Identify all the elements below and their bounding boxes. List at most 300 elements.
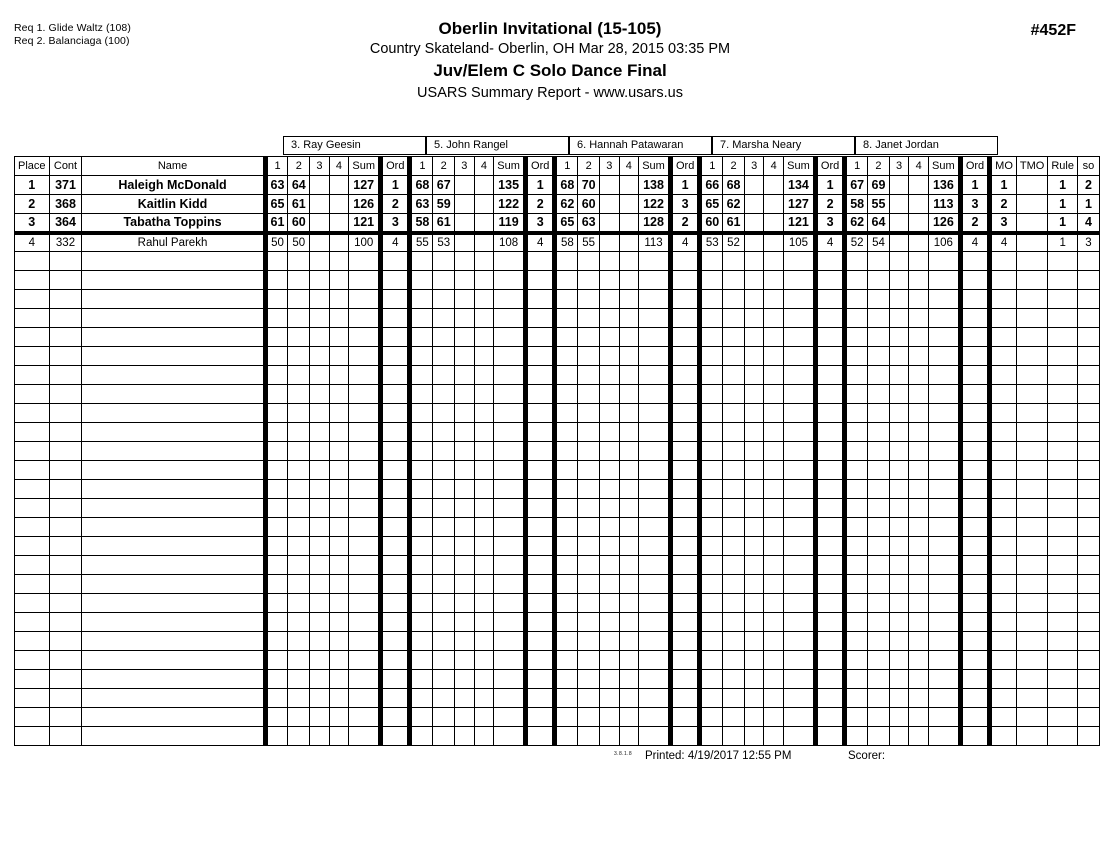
cell-judge-2-dance-2 xyxy=(433,670,455,689)
cell-judge-1-dance-1 xyxy=(265,442,288,461)
cell-judge-5-dance-3 xyxy=(889,290,909,309)
cell-judge-3-ord xyxy=(670,309,699,328)
cell-judge-3-dance-2 xyxy=(578,423,600,442)
cell-judge-3-sum xyxy=(639,385,671,404)
cell-judge-4-dance-4 xyxy=(764,537,784,556)
cell-judge-4-dance-2 xyxy=(723,271,745,290)
cell-tmo xyxy=(1016,442,1047,461)
cell-judge-5-sum xyxy=(928,480,960,499)
cell-judge-1-sum xyxy=(349,252,381,271)
cell-tmo xyxy=(1016,594,1047,613)
table-row-empty xyxy=(15,594,1100,613)
cell-judge-1-dance-1 xyxy=(265,499,288,518)
cell-judge-5-dance-1 xyxy=(845,518,868,537)
cell-judge-2-dance-1 xyxy=(410,575,433,594)
cell-judge-5-ord xyxy=(960,651,989,670)
cell-judge-5-sum xyxy=(928,556,960,575)
cell-judge-2-sum xyxy=(494,727,526,746)
cell-judge-4-sum xyxy=(784,556,816,575)
cell-rule xyxy=(1048,442,1078,461)
cell-judge-3-dance-4 xyxy=(619,214,639,233)
cell-judge-2-dance-4 xyxy=(474,480,494,499)
cell-judge-4-sum xyxy=(784,499,816,518)
cell-tmo xyxy=(1016,252,1047,271)
cell-judge-5-dance-3 xyxy=(889,613,909,632)
cell-mo xyxy=(990,290,1017,309)
cell-judge-1-dance-4 xyxy=(329,518,349,537)
cell-judge-2-dance-1 xyxy=(410,423,433,442)
cell-judge-2-sum xyxy=(494,271,526,290)
cell-judge-4-dance-3 xyxy=(744,271,764,290)
table-head xyxy=(15,157,1100,176)
table-row-empty xyxy=(15,480,1100,499)
cell-judge-4-sum: 134 xyxy=(784,176,816,195)
cell-cont xyxy=(49,309,82,328)
cell-judge-1-dance-2: 61 xyxy=(288,195,310,214)
cell-judge-5-dance-2: 54 xyxy=(868,233,890,252)
cell-judge-5-ord xyxy=(960,442,989,461)
cell-judge-2-sum xyxy=(494,423,526,442)
cell-mo xyxy=(990,651,1017,670)
cell-judge-2-dance-4 xyxy=(474,442,494,461)
cell-judge-4-dance-1 xyxy=(700,290,723,309)
cell-cont xyxy=(49,461,82,480)
cell-judge-2-dance-4 xyxy=(474,290,494,309)
cell-judge-3-sum: 128 xyxy=(639,214,671,233)
cell-judge-5-dance-4 xyxy=(909,233,929,252)
cell-judge-1-ord xyxy=(381,385,410,404)
cell-judge-1-dance-2 xyxy=(288,252,310,271)
cell-judge-3-ord xyxy=(670,727,699,746)
cell-judge-2-dance-3 xyxy=(455,404,475,423)
cell-judge-4-ord xyxy=(815,404,844,423)
cell-place: 2 xyxy=(15,195,50,214)
cell-judge-3-dance-2 xyxy=(578,461,600,480)
cell-judge-4-dance-1 xyxy=(700,385,723,404)
cell-judge-5-dance-4 xyxy=(909,290,929,309)
cell-judge-5-ord: 4 xyxy=(960,233,989,252)
cell-judge-2-dance-2 xyxy=(433,632,455,651)
cell-judge-2-ord xyxy=(526,575,555,594)
cell-judge-4-dance-4 xyxy=(764,594,784,613)
cell-judge-2-dance-4 xyxy=(474,594,494,613)
cell-so xyxy=(1077,670,1099,689)
venue-datetime-line: Country Skateland- Oberlin, OH Mar 28, 2015 03:35 PM xyxy=(369,41,731,57)
cell-judge-1-sum xyxy=(349,575,381,594)
cell-judge-5-dance-1 xyxy=(845,252,868,271)
cell-mo xyxy=(990,442,1017,461)
cell-judge-5-dance-2 xyxy=(868,461,890,480)
cell-judge-5-dance-1 xyxy=(845,442,868,461)
cell-judge-2-dance-2 xyxy=(433,309,455,328)
cell-judge-2-dance-1 xyxy=(410,366,433,385)
cell-mo: 4 xyxy=(990,233,1017,252)
cell-judge-4-dance-4 xyxy=(764,499,784,518)
cell-cont xyxy=(49,575,82,594)
cell-judge-2-dance-2: 67 xyxy=(433,176,455,195)
scorer-label: Scorer: xyxy=(848,750,886,762)
cell-judge-2-dance-1 xyxy=(410,461,433,480)
cell-place xyxy=(15,651,50,670)
cell-judge-1-sum xyxy=(349,404,381,423)
cell-judge-1-ord xyxy=(381,271,410,290)
cell-cont xyxy=(49,651,82,670)
cell-name xyxy=(82,651,265,670)
cell-judge-3-dance-1 xyxy=(555,727,578,746)
cell-so xyxy=(1077,290,1099,309)
cell-tmo xyxy=(1016,499,1047,518)
cell-judge-1-dance-4 xyxy=(329,404,349,423)
cell-judge-5-dance-3 xyxy=(889,214,909,233)
cell-judge-1-dance-4 xyxy=(329,594,349,613)
cell-judge-1-sum xyxy=(349,480,381,499)
cell-cont xyxy=(49,347,82,366)
cell-judge-3-sum xyxy=(639,404,671,423)
cell-judge-2-sum: 108 xyxy=(494,233,526,252)
cell-name xyxy=(82,689,265,708)
cell-so xyxy=(1077,556,1099,575)
cell-judge-3-sum xyxy=(639,689,671,708)
cell-judge-4-sum xyxy=(784,613,816,632)
cell-judge-5-dance-4 xyxy=(909,575,929,594)
cell-judge-4-dance-3 xyxy=(744,613,764,632)
cell-judge-3-dance-3 xyxy=(599,518,619,537)
cell-judge-3-dance-3 xyxy=(599,195,619,214)
cell-judge-4-dance-3 xyxy=(744,309,764,328)
cell-judge-4-dance-4 xyxy=(764,252,784,271)
cell-judge-3-dance-1 xyxy=(555,252,578,271)
cell-judge-4-dance-2 xyxy=(723,442,745,461)
cell-so xyxy=(1077,461,1099,480)
cell-judge-3-dance-2 xyxy=(578,613,600,632)
cell-judge-4-ord xyxy=(815,328,844,347)
table-row-empty xyxy=(15,613,1100,632)
cell-so xyxy=(1077,689,1099,708)
cell-judge-2-ord xyxy=(526,708,555,727)
cell-judge-2-dance-2 xyxy=(433,651,455,670)
cell-mo xyxy=(990,518,1017,537)
cell-judge-3-sum xyxy=(639,708,671,727)
cell-judge-3-dance-2 xyxy=(578,290,600,309)
cell-tmo xyxy=(1016,176,1047,195)
cell-judge-5-dance-1 xyxy=(845,708,868,727)
cell-judge-3-dance-1 xyxy=(555,366,578,385)
cell-judge-1-dance-4 xyxy=(329,328,349,347)
cell-so xyxy=(1077,271,1099,290)
cell-judge-4-dance-1 xyxy=(700,518,723,537)
cell-judge-2-dance-3 xyxy=(455,309,475,328)
cell-judge-1-sum xyxy=(349,670,381,689)
cell-judge-5-dance-3 xyxy=(889,480,909,499)
cell-judge-5-dance-1 xyxy=(845,689,868,708)
table-row-empty xyxy=(15,689,1100,708)
cell-judge-3-dance-3 xyxy=(599,632,619,651)
cell-judge-2-dance-1: 68 xyxy=(410,176,433,195)
cell-so xyxy=(1077,518,1099,537)
cell-mo xyxy=(990,537,1017,556)
cell-judge-1-dance-4 xyxy=(329,290,349,309)
cell-judge-4-dance-1 xyxy=(700,727,723,746)
cell-judge-5-dance-1: 52 xyxy=(845,233,868,252)
cell-judge-1-dance-4 xyxy=(329,499,349,518)
cell-judge-4-dance-4 xyxy=(764,290,784,309)
cell-judge-2-ord xyxy=(526,423,555,442)
cell-judge-3-dance-3 xyxy=(599,423,619,442)
cell-tmo xyxy=(1016,290,1047,309)
cell-rule: 1 xyxy=(1048,233,1078,252)
cell-judge-5-sum xyxy=(928,366,960,385)
cell-rule xyxy=(1048,328,1078,347)
cell-judge-3-dance-2 xyxy=(578,727,600,746)
cell-so xyxy=(1077,613,1099,632)
cell-judge-4-dance-1 xyxy=(700,689,723,708)
cell-judge-1-dance-4 xyxy=(329,423,349,442)
column-header-judge-3-dance-3: 3 xyxy=(599,157,619,176)
cell-judge-5-dance-1 xyxy=(845,556,868,575)
cell-judge-4-dance-2 xyxy=(723,423,745,442)
table-row-empty xyxy=(15,651,1100,670)
cell-tmo xyxy=(1016,480,1047,499)
cell-judge-1-dance-1 xyxy=(265,575,288,594)
cell-judge-5-dance-4 xyxy=(909,594,929,613)
cell-judge-4-ord xyxy=(815,727,844,746)
cell-judge-1-sum xyxy=(349,708,381,727)
judge-header-5: 8. Janet Jordan xyxy=(855,136,998,155)
cell-judge-5-dance-2 xyxy=(868,499,890,518)
cell-cont xyxy=(49,385,82,404)
judge-header-3: 6. Hannah Patawaran xyxy=(569,136,712,155)
cell-judge-3-sum xyxy=(639,347,671,366)
cell-judge-5-dance-1 xyxy=(845,309,868,328)
cell-judge-4-dance-2 xyxy=(723,708,745,727)
cell-judge-2-dance-1: 55 xyxy=(410,233,433,252)
cell-judge-5-dance-3 xyxy=(889,670,909,689)
cell-judge-1-dance-2 xyxy=(288,499,310,518)
cell-place: 1 xyxy=(15,176,50,195)
cell-judge-5-ord xyxy=(960,632,989,651)
cell-judge-1-ord xyxy=(381,366,410,385)
cell-judge-2-dance-2 xyxy=(433,556,455,575)
cell-cont xyxy=(49,689,82,708)
cell-judge-3-dance-2 xyxy=(578,518,600,537)
cell-judge-3-sum xyxy=(639,727,671,746)
cell-judge-1-dance-4 xyxy=(329,195,349,214)
cell-judge-5-dance-1 xyxy=(845,461,868,480)
cell-judge-2-sum xyxy=(494,290,526,309)
cell-judge-3-dance-2 xyxy=(578,480,600,499)
cell-judge-5-dance-3 xyxy=(889,176,909,195)
column-header-judge-4-dance-2: 2 xyxy=(723,157,745,176)
cell-judge-5-sum xyxy=(928,727,960,746)
cell-judge-4-dance-3 xyxy=(744,176,764,195)
cell-judge-3-dance-1 xyxy=(555,328,578,347)
cell-judge-5-sum xyxy=(928,309,960,328)
column-header-judge-4-dance-4: 4 xyxy=(764,157,784,176)
cell-judge-5-ord xyxy=(960,423,989,442)
cell-judge-3-dance-4 xyxy=(619,613,639,632)
cell-judge-1-sum xyxy=(349,461,381,480)
cell-judge-5-ord xyxy=(960,575,989,594)
cell-judge-4-dance-3 xyxy=(744,727,764,746)
cell-judge-2-dance-2 xyxy=(433,347,455,366)
cell-name xyxy=(82,575,265,594)
cell-judge-5-dance-4 xyxy=(909,309,929,328)
cell-place xyxy=(15,347,50,366)
cell-judge-3-dance-1 xyxy=(555,708,578,727)
cell-rule xyxy=(1048,385,1078,404)
cell-judge-5-dance-1 xyxy=(845,727,868,746)
cell-judge-3-dance-3 xyxy=(599,461,619,480)
cell-judge-4-sum xyxy=(784,328,816,347)
judge-header-1: 3. Ray Geesin xyxy=(283,136,426,155)
cell-judge-2-dance-1 xyxy=(410,480,433,499)
cell-judge-3-dance-2 xyxy=(578,651,600,670)
cell-judge-1-dance-4 xyxy=(329,252,349,271)
cell-judge-1-dance-3 xyxy=(310,518,330,537)
cell-judge-4-sum xyxy=(784,442,816,461)
cell-judge-5-dance-2 xyxy=(868,537,890,556)
cell-judge-3-ord xyxy=(670,290,699,309)
cell-judge-4-dance-1 xyxy=(700,309,723,328)
cell-rule: 1 xyxy=(1048,195,1078,214)
cell-mo xyxy=(990,423,1017,442)
table-row-empty xyxy=(15,347,1100,366)
column-header-tmo: TMO xyxy=(1016,157,1047,176)
cell-judge-3-dance-3 xyxy=(599,385,619,404)
cell-judge-5-ord xyxy=(960,727,989,746)
cell-judge-3-dance-1 xyxy=(555,442,578,461)
cell-so: 3 xyxy=(1077,233,1099,252)
cell-judge-2-dance-4 xyxy=(474,176,494,195)
cell-judge-2-ord xyxy=(526,442,555,461)
cell-mo xyxy=(990,499,1017,518)
column-header-judge-4-sum: Sum xyxy=(784,157,816,176)
cell-judge-4-dance-1 xyxy=(700,594,723,613)
cell-judge-4-dance-1 xyxy=(700,613,723,632)
cell-judge-1-dance-4 xyxy=(329,461,349,480)
cell-judge-4-dance-3 xyxy=(744,404,764,423)
cell-cont xyxy=(49,328,82,347)
cell-judge-2-dance-1 xyxy=(410,404,433,423)
cell-judge-5-sum xyxy=(928,537,960,556)
cell-judge-5-dance-1 xyxy=(845,594,868,613)
cell-judge-1-ord xyxy=(381,632,410,651)
cell-judge-1-sum xyxy=(349,613,381,632)
cell-so xyxy=(1077,594,1099,613)
cell-judge-1-dance-4 xyxy=(329,442,349,461)
event-number: #452F xyxy=(1030,22,1076,39)
cell-judge-3-sum xyxy=(639,575,671,594)
column-header-judge-4-dance-3: 3 xyxy=(744,157,764,176)
cell-tmo xyxy=(1016,328,1047,347)
cell-judge-1-sum: 127 xyxy=(349,176,381,195)
cell-judge-1-dance-4 xyxy=(329,537,349,556)
cell-mo xyxy=(990,670,1017,689)
cell-judge-4-dance-2: 62 xyxy=(723,195,745,214)
cell-judge-1-dance-1 xyxy=(265,651,288,670)
cell-judge-4-dance-1 xyxy=(700,670,723,689)
cell-judge-4-dance-2 xyxy=(723,594,745,613)
cell-judge-1-dance-3 xyxy=(310,385,330,404)
cell-judge-2-sum xyxy=(494,613,526,632)
cell-judge-4-dance-3 xyxy=(744,347,764,366)
cell-judge-2-dance-1 xyxy=(410,309,433,328)
column-header-judge-5-dance-1: 1 xyxy=(845,157,868,176)
cell-judge-2-dance-2 xyxy=(433,385,455,404)
table-header-row xyxy=(15,157,1100,176)
cell-judge-4-dance-2 xyxy=(723,575,745,594)
cell-judge-4-dance-2 xyxy=(723,632,745,651)
cell-judge-2-dance-4 xyxy=(474,423,494,442)
cell-judge-5-sum: 106 xyxy=(928,233,960,252)
cell-judge-3-dance-2 xyxy=(578,442,600,461)
cell-judge-4-dance-1 xyxy=(700,404,723,423)
cell-judge-1-ord xyxy=(381,613,410,632)
cell-judge-4-dance-1 xyxy=(700,366,723,385)
cell-cont: 368 xyxy=(49,195,82,214)
column-header-judge-2-ord: Ord xyxy=(526,157,555,176)
table-row-empty xyxy=(15,670,1100,689)
column-header-judge-3-dance-1: 1 xyxy=(555,157,578,176)
cell-so xyxy=(1077,575,1099,594)
cell-tmo xyxy=(1016,404,1047,423)
cell-judge-2-ord xyxy=(526,328,555,347)
cell-judge-2-dance-1 xyxy=(410,290,433,309)
table-row-empty xyxy=(15,727,1100,746)
cell-judge-5-dance-1 xyxy=(845,499,868,518)
cell-judge-5-sum xyxy=(928,518,960,537)
cell-judge-2-ord xyxy=(526,480,555,499)
cell-judge-4-ord xyxy=(815,366,844,385)
cell-judge-4-ord xyxy=(815,632,844,651)
cell-judge-3-dance-4 xyxy=(619,575,639,594)
cell-rule xyxy=(1048,290,1078,309)
cell-judge-1-sum xyxy=(349,423,381,442)
cell-tmo xyxy=(1016,537,1047,556)
cell-judge-3-sum xyxy=(639,271,671,290)
cell-judge-5-dance-3 xyxy=(889,575,909,594)
cell-judge-2-dance-4 xyxy=(474,537,494,556)
cell-name xyxy=(82,328,265,347)
cell-judge-5-ord xyxy=(960,309,989,328)
cell-judge-3-ord xyxy=(670,347,699,366)
cell-judge-4-dance-4 xyxy=(764,366,784,385)
cell-judge-2-sum xyxy=(494,461,526,480)
cell-judge-3-dance-2 xyxy=(578,366,600,385)
cell-judge-1-ord xyxy=(381,404,410,423)
table-row-empty xyxy=(15,328,1100,347)
cell-judge-1-dance-1 xyxy=(265,252,288,271)
cell-mo xyxy=(990,404,1017,423)
cell-judge-5-dance-4 xyxy=(909,461,929,480)
cell-judge-3-dance-2 xyxy=(578,537,600,556)
cell-judge-1-sum xyxy=(349,499,381,518)
table-row-empty xyxy=(15,556,1100,575)
cell-judge-1-dance-3 xyxy=(310,499,330,518)
cell-judge-5-dance-4 xyxy=(909,556,929,575)
cell-judge-4-ord xyxy=(815,480,844,499)
cell-judge-2-dance-4 xyxy=(474,366,494,385)
cell-judge-3-dance-3 xyxy=(599,689,619,708)
cell-judge-3-dance-3 xyxy=(599,670,619,689)
cell-judge-3-dance-1 xyxy=(555,575,578,594)
cell-judge-3-sum xyxy=(639,556,671,575)
cell-judge-1-dance-3 xyxy=(310,271,330,290)
cell-judge-1-dance-1 xyxy=(265,461,288,480)
cell-judge-1-dance-4 xyxy=(329,347,349,366)
cell-judge-3-dance-1: 58 xyxy=(555,233,578,252)
cell-judge-1-dance-4 xyxy=(329,575,349,594)
